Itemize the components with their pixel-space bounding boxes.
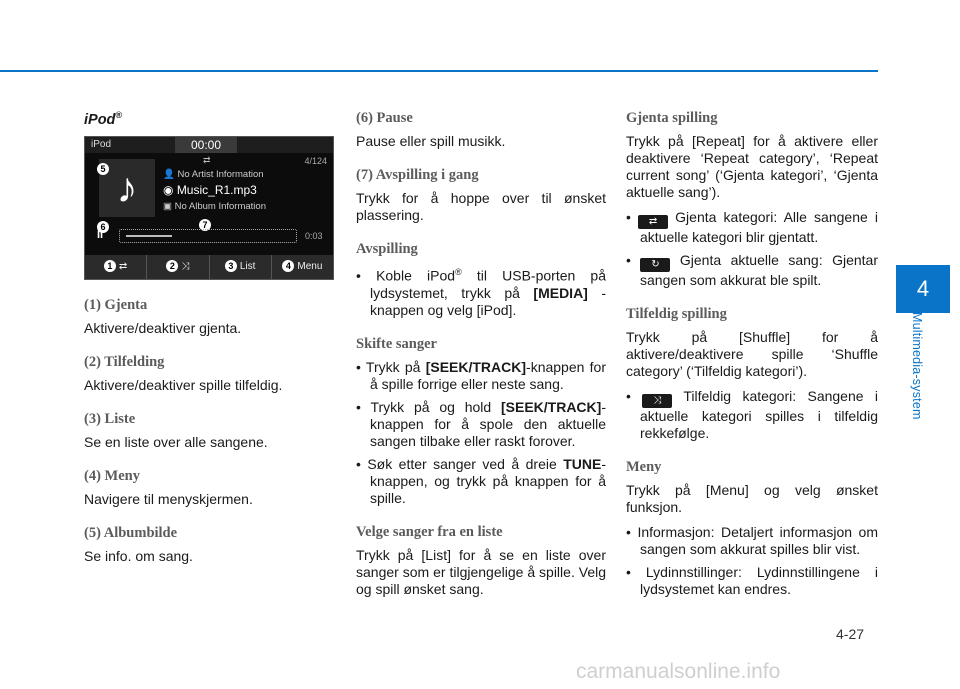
watermark: carmanualsonline.info (576, 660, 781, 683)
pause-text: Pause eller spill musikk. (356, 133, 506, 149)
section-text: Aktivere/deaktiver spille tilfeldig. (84, 376, 283, 393)
list-item: • ↻ Gjenta aktuelle sang: Gjentar sangen som akkurat ble spilt. (626, 252, 878, 288)
shuffle-button[interactable]: 2 ⤨ (147, 255, 209, 279)
elapsed-time: 0:03 (305, 230, 323, 241)
section-heading: (1) Gjenta (84, 296, 148, 313)
section-text: Se en liste over alle sangene. (84, 433, 268, 450)
section-text: Se info. om sang. (84, 547, 193, 564)
shuffle-category-icon: ⤨ (642, 394, 672, 408)
section-text: Aktivere/deaktiver gjenta. (84, 319, 242, 336)
section-text: Navigere til menyskjermen. (84, 490, 253, 507)
song-title: ◉ Music_R1.mp3 (163, 182, 257, 197)
repeat-category-icon: ⇄ (638, 215, 668, 229)
progress-fill (126, 235, 172, 237)
list-item: • Koble iPod® til USB-porten på lydsystemet, trykk på [MEDIA] -knappen og velg [iPod]. (356, 267, 607, 318)
list-item: • Trykk på [SEEK/TRACK]-knappen for å spille forrige eller neste sang. (356, 358, 607, 392)
change-songs-heading: Skifte sanger (356, 335, 437, 352)
shuffle-list (626, 388, 878, 442)
marker-7: 7 (199, 219, 211, 231)
column-2 (356, 110, 606, 615)
repeat-status-icon: ⇄ (203, 154, 211, 165)
album-info: ▣ No Album Information (163, 200, 266, 212)
album-art-music-note-icon[interactable]: ♪ (99, 159, 155, 217)
pause-icon[interactable]: II (97, 228, 104, 241)
menu-list (626, 524, 878, 598)
list-item: • Lydinnstillinger: Lydinnstillingene i lydsystemet kan endres. (626, 564, 878, 597)
chapter-label: Multimedia-system (910, 312, 924, 420)
list-button[interactable]: 3 List (210, 255, 272, 279)
repeat-list (626, 209, 878, 289)
screen-button-bar (85, 255, 333, 279)
menu-heading: Meny (626, 459, 662, 475)
ipod-screen (84, 136, 334, 280)
repeat-song-icon: ↻ (640, 258, 670, 272)
repeat-button[interactable]: 1 ⇄ (85, 255, 147, 279)
list-item: • Søk etter sanger ved å dreie TUNE-knappen, og trykk på knappen for å spille. (356, 455, 606, 506)
ipod-heading: iPod® (84, 110, 123, 128)
marker-6: 6 (97, 221, 109, 233)
artist-info: 👤 No Artist Information (163, 168, 264, 180)
menu-button[interactable]: 4 Menu (272, 255, 333, 279)
chapter-tab: 4 (896, 265, 950, 313)
select-from-list-text: Trykk på [List] for å se en liste over sanger som er tilgjengelige å spille. Velg og spill ønsket sang. (356, 546, 606, 597)
section-heading: (2) Tilfelding (84, 353, 165, 370)
section-heading: (5) Albumbilde (84, 524, 178, 541)
change-songs-list (356, 359, 606, 507)
pause-heading: (6) Pause (356, 110, 413, 126)
screen-time: 00:00 (175, 137, 237, 153)
shuffle-text: Trykk på [Shuffle] for å aktivere/deaktivere spille ‘Shuffle category’ (‘Tilfeldig kategori’). (626, 329, 878, 379)
page-number: 4-27 (836, 626, 865, 642)
header-rule (0, 70, 878, 72)
repeat-text: Trykk på [Repeat] for å aktivere eller deaktivere ‘Repeat category’, ‘Repeat current song’ (‘Gjenta kategori’, ‘Gjenta aktuelle sang’). (626, 133, 878, 200)
list-item: • Informasjon: Detaljert informasjon om sangen som akkurat spilles blir vist. (626, 524, 878, 557)
list-item: • Trykk på og hold [SEEK/TRACK]-knappen for å spole den aktuelle sangen tilbake eller raskt forover. (356, 398, 606, 449)
playback-progress-text: Trykk for å hoppe over til ønsket plassering. (356, 190, 606, 223)
shuffle-heading: Tilfeldig spilling (626, 306, 727, 322)
playback-progress-heading: (7) Avspilling i gang (356, 167, 479, 183)
menu-text: Trykk på [Menu] og velg ønsket funksjon. (626, 482, 878, 515)
section-heading: (3) Liste (84, 410, 136, 427)
select-from-list-heading: Velge sanger fra en liste (356, 523, 503, 540)
repeat-heading: Gjenta spilling (626, 110, 718, 126)
playback-heading: Avspilling (356, 241, 418, 257)
list-item: • ⇄ Gjenta kategori: Alle sangene i aktuelle kategori blir gjentatt. (626, 209, 878, 245)
track-count: 4/124 (304, 155, 327, 166)
list-item: • ⤨ Tilfeldig kategori: Sangene i aktuelle kategori spilles i tilfeldig rekkefølge. (626, 388, 879, 441)
column-1 (84, 110, 336, 582)
marker-5: 5 (97, 163, 109, 175)
section-heading: (4) Meny (84, 467, 140, 484)
column-3 (626, 110, 878, 615)
screen-source-label: iPod (91, 138, 112, 150)
playback-list (356, 264, 606, 319)
progress-bar[interactable] (119, 229, 297, 243)
